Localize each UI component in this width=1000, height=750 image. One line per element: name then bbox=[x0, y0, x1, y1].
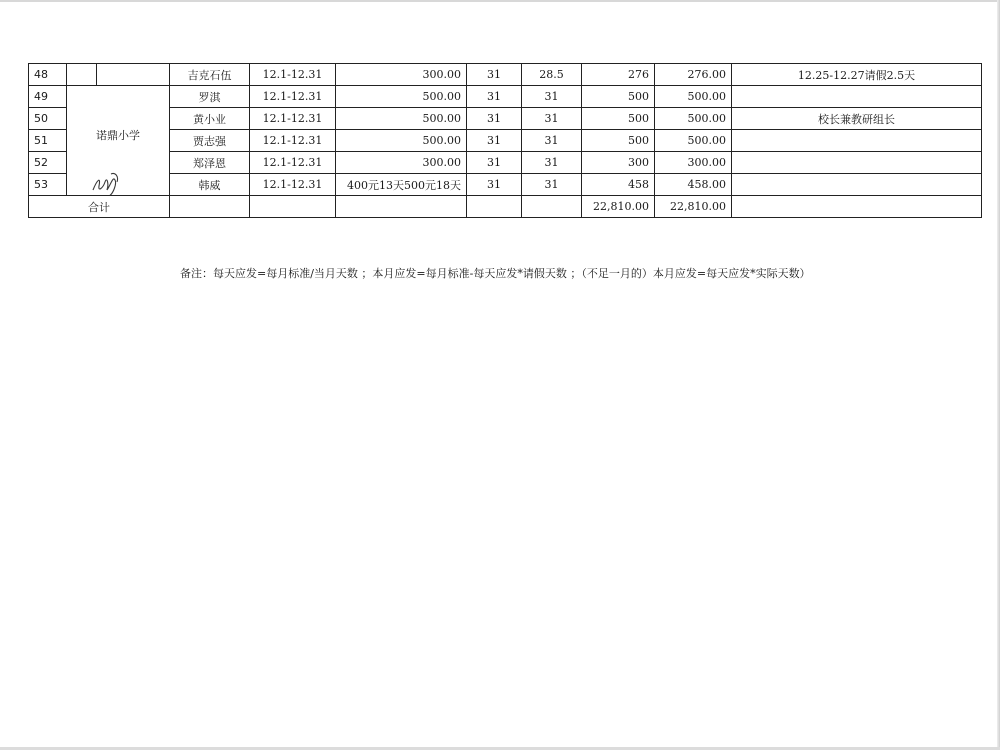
row-number: 49 bbox=[29, 86, 67, 108]
monthly-standard: 400元13天500元18天 bbox=[336, 174, 467, 196]
paid-amount: 300.00 bbox=[655, 152, 732, 174]
school-cell-previous bbox=[67, 64, 97, 86]
remark: 12.25-12.27请假2.5天 bbox=[732, 64, 982, 86]
empty-cell bbox=[250, 196, 336, 218]
teacher-name: 韩威 bbox=[170, 174, 250, 196]
empty-cell bbox=[336, 196, 467, 218]
table-row bbox=[29, 64, 982, 86]
remark bbox=[732, 174, 982, 196]
actual-days: 31 bbox=[522, 130, 582, 152]
payable-amount: 300 bbox=[582, 152, 655, 174]
month-days: 31 bbox=[467, 86, 522, 108]
payable-amount: 276 bbox=[582, 64, 655, 86]
school-name: 诺鼎小学 bbox=[96, 128, 140, 142]
empty-cell bbox=[170, 196, 250, 218]
payable-amount: 458 bbox=[582, 174, 655, 196]
teacher-name: 郑泽恩 bbox=[170, 152, 250, 174]
table-row bbox=[29, 152, 982, 174]
row-number: 48 bbox=[29, 64, 67, 86]
scan-edge-top bbox=[0, 0, 1000, 2]
actual-days: 31 bbox=[522, 86, 582, 108]
remark bbox=[732, 86, 982, 108]
row-number: 53 bbox=[29, 174, 67, 196]
salary-table bbox=[28, 63, 982, 218]
school-cell-previous-right bbox=[97, 64, 170, 86]
monthly-standard: 300.00 bbox=[336, 152, 467, 174]
row-number: 51 bbox=[29, 130, 67, 152]
payable-amount: 500 bbox=[582, 130, 655, 152]
table-row bbox=[29, 174, 982, 196]
school-group-cell bbox=[67, 86, 170, 196]
total-paid: 22,810.00 bbox=[655, 196, 732, 218]
payable-amount: 500 bbox=[582, 86, 655, 108]
remark bbox=[732, 152, 982, 174]
period: 12.1-12.31 bbox=[250, 64, 336, 86]
monthly-standard: 500.00 bbox=[336, 108, 467, 130]
row-number: 52 bbox=[29, 152, 67, 174]
period: 12.1-12.31 bbox=[250, 108, 336, 130]
footnote: 备注：每天应发=每月标准/当月天数 ；本月应发=每月标准-每天应发*请假天数 ；（不足一月的）本月应发=每天应发*实际天数） bbox=[180, 267, 811, 280]
actual-days: 28.5 bbox=[522, 64, 582, 86]
paid-amount: 276.00 bbox=[655, 64, 732, 86]
paid-amount: 458.00 bbox=[655, 174, 732, 196]
monthly-standard: 300.00 bbox=[336, 64, 467, 86]
table-row bbox=[29, 130, 982, 152]
remark bbox=[732, 130, 982, 152]
paid-amount: 500.00 bbox=[655, 108, 732, 130]
teacher-name: 黄小业 bbox=[170, 108, 250, 130]
payable-amount: 500 bbox=[582, 108, 655, 130]
handwritten-signature bbox=[89, 166, 123, 196]
month-days: 31 bbox=[467, 64, 522, 86]
total-label: 合计 bbox=[29, 196, 170, 218]
teacher-name: 吉克石伍 bbox=[170, 64, 250, 86]
total-payable: 22,810.00 bbox=[582, 196, 655, 218]
empty-cell bbox=[732, 196, 982, 218]
month-days: 31 bbox=[467, 152, 522, 174]
empty-cell bbox=[522, 196, 582, 218]
total-row bbox=[29, 196, 982, 218]
month-days: 31 bbox=[467, 130, 522, 152]
empty-cell bbox=[467, 196, 522, 218]
period: 12.1-12.31 bbox=[250, 130, 336, 152]
actual-days: 31 bbox=[522, 108, 582, 130]
period: 12.1-12.31 bbox=[250, 152, 336, 174]
paid-amount: 500.00 bbox=[655, 130, 732, 152]
month-days: 31 bbox=[467, 174, 522, 196]
table-row bbox=[29, 108, 982, 130]
paid-amount: 500.00 bbox=[655, 86, 732, 108]
period: 12.1-12.31 bbox=[250, 86, 336, 108]
actual-days: 31 bbox=[522, 174, 582, 196]
period: 12.1-12.31 bbox=[250, 174, 336, 196]
monthly-standard: 500.00 bbox=[336, 86, 467, 108]
actual-days: 31 bbox=[522, 152, 582, 174]
teacher-name: 罗淇 bbox=[170, 86, 250, 108]
month-days: 31 bbox=[467, 108, 522, 130]
table-row bbox=[29, 86, 982, 108]
row-number: 50 bbox=[29, 108, 67, 130]
monthly-standard: 500.00 bbox=[336, 130, 467, 152]
remark: 校长兼教研组长 bbox=[732, 108, 982, 130]
teacher-name: 贾志强 bbox=[170, 130, 250, 152]
